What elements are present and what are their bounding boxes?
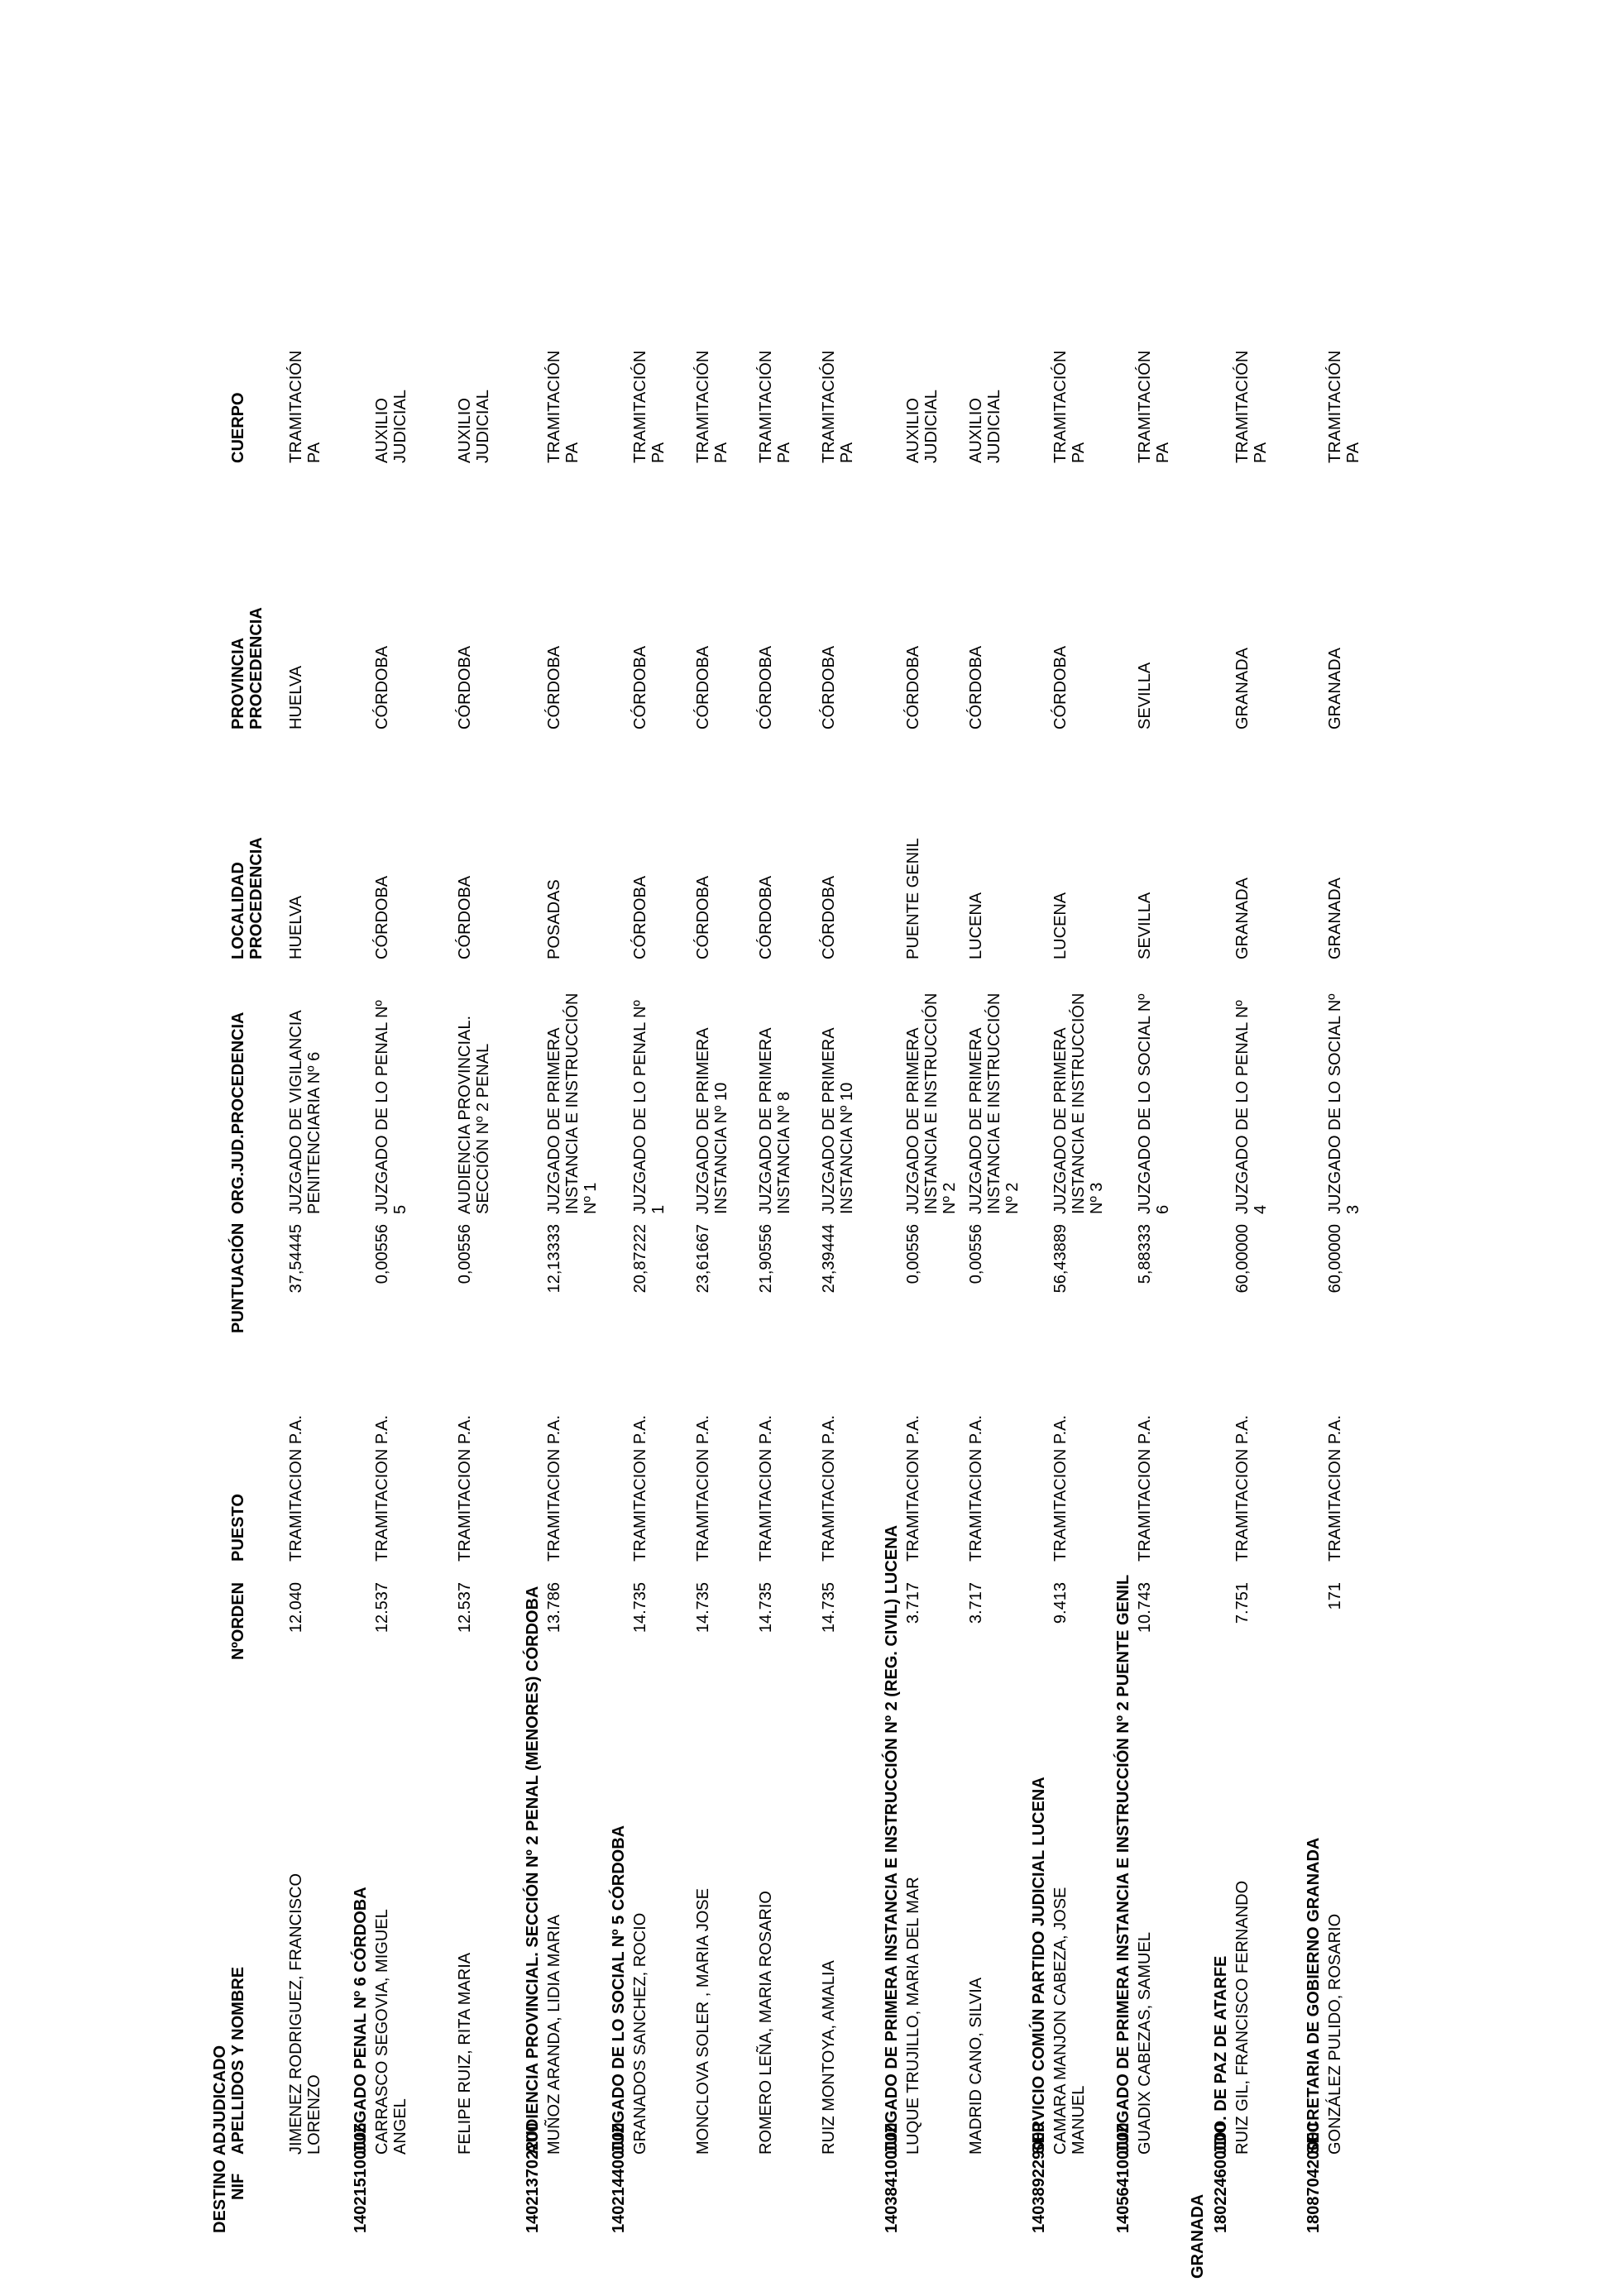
destino-title: SECRETARIA DE GOBIERNO GRANADA xyxy=(1305,1837,1323,2155)
localidad-procedencia: POSADAS xyxy=(545,879,563,959)
org-procedencia: JUZGADO DE PRIMERA INSTANCIA E INSTRUCCIÓN Nº 1 xyxy=(545,993,600,1214)
localidad-procedencia: GRANADA xyxy=(1326,878,1344,959)
provincia-procedencia: CÓRDOBA xyxy=(757,645,775,729)
puntuacion: 37,54445 xyxy=(287,1224,305,1294)
destino-title: JDO. DE PAZ DE ATARFE xyxy=(1212,1955,1230,2155)
person-name: GONZÁLEZ PULIDO, ROSARIO xyxy=(1326,1913,1344,2155)
table-row xyxy=(967,199,1025,2233)
localidad-procedencia: LUCENA xyxy=(967,892,985,959)
person-name: GUADIX CABEZAS, SAMUEL xyxy=(1136,1932,1154,2155)
cuerpo: TRAMITACIÓN PA xyxy=(1233,350,1270,463)
province-title: GRANADA xyxy=(1189,2193,1207,2279)
table-row xyxy=(1233,199,1291,2233)
destino-nif: 180870420000 xyxy=(1305,2122,1323,2233)
localidad-procedencia: SEVILLA xyxy=(1136,892,1154,959)
cuerpo: TRAMITACIÓN PA xyxy=(545,350,582,463)
person-name: RUIZ MONTOYA, AMALIA xyxy=(820,1960,838,2155)
cuerpo: TRAMITACIÓN PA xyxy=(287,350,323,463)
table-row xyxy=(757,199,815,2233)
person-name: MADRID CANO, SILVIA xyxy=(967,1977,985,2155)
header-org: ORG.JUD.PROCEDENCIA xyxy=(229,1012,247,1214)
header-nif: NIF xyxy=(229,2173,247,2200)
localidad-procedencia: HUELVA xyxy=(287,895,305,959)
destino-title: AUDIENCIA PROVINCIAL. SECCIÓN Nº 2 PENAL (MENORES) CÓRDOBA xyxy=(524,1586,542,2155)
org-procedencia: JUZGADO DE LO PENAL Nº 1 xyxy=(631,1000,668,1214)
destino-nif: 140389229000 xyxy=(1030,2122,1048,2233)
org-procedencia: AUDIENCIA PROVINCIAL. SECCIÓN Nº 2 PENAL xyxy=(456,1015,492,1214)
destino-title: JUZGADO DE PRIMERA INSTANCIA E INSTRUCCIÓN Nº 2 PUENTE GENIL xyxy=(1114,1574,1132,2155)
provincia-procedencia: HUELVA xyxy=(287,665,305,729)
orden-number: 3.717 xyxy=(967,1582,985,1624)
orden-number: 14.735 xyxy=(757,1582,775,1634)
cuerpo: TRAMITACIÓN PA xyxy=(820,350,856,463)
puesto: TRAMITACION P.A. xyxy=(694,1414,712,1562)
table-row xyxy=(694,199,752,2233)
orden-number: 14.735 xyxy=(694,1582,712,1634)
orden-number: 7.751 xyxy=(1233,1582,1252,1624)
provincia-procedencia: CÓRDOBA xyxy=(904,645,922,729)
provincia-procedencia: GRANADA xyxy=(1326,648,1344,729)
person-name: ROMERO LEÑA, MARIA ROSARIO xyxy=(757,1891,775,2155)
rotated-table-sheet xyxy=(211,199,1510,2279)
header-cuerpo: CUERPO xyxy=(229,392,247,463)
destino-nif: 140384100000 xyxy=(883,2122,901,2233)
provincia-procedencia: CÓRDOBA xyxy=(545,645,563,729)
table-row xyxy=(1326,199,1384,2233)
org-procedencia: JUZGADO DE PRIMERA INSTANCIA E INSTRUCCIÓN Nº 3 xyxy=(1051,993,1106,1214)
orden-number: 9.413 xyxy=(1051,1582,1070,1624)
header-puntuacion: PUNTUACIÓN xyxy=(229,1222,247,1333)
provincia-procedencia: CÓRDOBA xyxy=(694,645,712,729)
org-procedencia: JUZGADO DE PRIMERA INSTANCIA Nº 10 xyxy=(694,1027,730,1214)
provincia-procedencia: CÓRDOBA xyxy=(820,645,838,729)
org-procedencia: JUZGADO DE PRIMERA INSTANCIA E INSTRUCCIÓN Nº 2 xyxy=(904,993,959,1214)
puntuacion: 21,90556 xyxy=(757,1224,775,1294)
localidad-procedencia: CÓRDOBA xyxy=(373,875,391,959)
person-name: LUQUE TRUJILLO, MARIA DEL MAR xyxy=(904,1877,922,2155)
header-name: APELLIDOS Y NOMBRE xyxy=(229,1966,247,2155)
header-localidad: LOCALIDAD PROCEDENCIA xyxy=(229,837,266,959)
person-name: FELIPE RUIZ, RITA MARIA xyxy=(456,1952,474,2155)
table-row xyxy=(456,199,514,2233)
localidad-procedencia: CÓRDOBA xyxy=(631,875,649,959)
orden-number: 12.537 xyxy=(456,1582,474,1634)
table-row xyxy=(820,199,878,2233)
table-row xyxy=(287,199,345,2233)
table-row xyxy=(545,199,603,2233)
orden-number: 14.735 xyxy=(631,1582,649,1634)
cuerpo: TRAMITACIÓN PA xyxy=(1326,350,1362,463)
org-procedencia: JUZGADO DE PRIMERA INSTANCIA Nº 10 xyxy=(820,1027,856,1214)
provincia-procedencia: GRANADA xyxy=(1233,648,1252,729)
destino-title: JUZGADO PENAL Nº 6 CÓRDOBA xyxy=(352,1887,370,2155)
header-orden: NºORDEN xyxy=(229,1582,247,1660)
org-procedencia: JUZGADO DE LO PENAL Nº 4 xyxy=(1233,1000,1270,1214)
destino-title: SERVICIO COMÚN PARTIDO JUDICIAL LUCENA xyxy=(1030,1777,1048,2155)
provincia-procedencia: CÓRDOBA xyxy=(1051,645,1070,729)
localidad-procedencia: CÓRDOBA xyxy=(456,875,474,959)
header-puesto: PUESTO xyxy=(229,1494,247,1562)
table-row xyxy=(373,199,431,2233)
orden-number: 3.717 xyxy=(904,1582,922,1624)
localidad-procedencia: PUENTE GENIL xyxy=(904,838,922,959)
table-row xyxy=(631,199,689,2233)
puntuacion: 0,00556 xyxy=(456,1224,474,1284)
localidad-procedencia: LUCENA xyxy=(1051,892,1070,959)
localidad-procedencia: CÓRDOBA xyxy=(820,875,838,959)
puesto: TRAMITACION P.A. xyxy=(373,1414,391,1562)
orden-number: 13.786 xyxy=(545,1582,563,1634)
org-procedencia: JUZGADO DE LO SOCIAL Nº 6 xyxy=(1136,993,1172,1214)
puesto: TRAMITACION P.A. xyxy=(287,1414,305,1562)
puesto: TRAMITACION P.A. xyxy=(967,1414,985,1562)
cuerpo: TRAMITACIÓN PA xyxy=(1051,350,1088,463)
orden-number: 12.537 xyxy=(373,1582,391,1634)
destino-nif: 180224600000 xyxy=(1212,2122,1230,2233)
puntuacion: 12,13333 xyxy=(545,1224,563,1294)
table-header xyxy=(211,199,277,2233)
puesto: TRAMITACION P.A. xyxy=(545,1414,563,1562)
puesto: TRAMITACION P.A. xyxy=(1233,1414,1252,1562)
person-name: MONCLOVA SOLER , MARIA JOSE xyxy=(694,1888,712,2155)
puntuacion: 0,00556 xyxy=(904,1224,922,1284)
puesto: TRAMITACION P.A. xyxy=(904,1414,922,1562)
orden-number: 12.040 xyxy=(287,1582,305,1634)
puesto: TRAMITACION P.A. xyxy=(1326,1414,1344,1562)
puntuacion: 60,00000 xyxy=(1233,1224,1252,1294)
org-procedencia: JUZGADO DE PRIMERA INSTANCIA E INSTRUCCIÓN Nº 2 xyxy=(967,993,1022,1214)
destino-title: JUZGADO DE LO SOCIAL Nº 5 CÓRDOBA xyxy=(610,1825,628,2155)
orden-number: 14.735 xyxy=(820,1582,838,1634)
provincia-procedencia: CÓRDOBA xyxy=(373,645,391,729)
puntuacion: 0,00556 xyxy=(967,1224,985,1284)
puesto: TRAMITACION P.A. xyxy=(820,1414,838,1562)
puntuacion: 56,43889 xyxy=(1051,1224,1070,1294)
org-procedencia: JUZGADO DE VIGILANCIA PENITENCIARIA Nº 6 xyxy=(287,1010,323,1214)
cuerpo: AUXILIO JUDICIAL xyxy=(456,390,492,463)
puesto: TRAMITACION P.A. xyxy=(757,1414,775,1562)
cuerpo: TRAMITACIÓN PA xyxy=(631,350,668,463)
person-name: GRANADOS SANCHEZ, ROCIO xyxy=(631,1912,649,2155)
puesto: TRAMITACION P.A. xyxy=(1051,1414,1070,1562)
puesto: TRAMITACION P.A. xyxy=(631,1414,649,1562)
orden-number: 10.743 xyxy=(1136,1582,1154,1634)
provincia-procedencia: CÓRDOBA xyxy=(967,645,985,729)
cuerpo: TRAMITACIÓN PA xyxy=(757,350,793,463)
localidad-procedencia: CÓRDOBA xyxy=(694,875,712,959)
cuerpo: TRAMITACIÓN PA xyxy=(694,350,730,463)
destino-nif: 140213702200 xyxy=(524,2122,542,2233)
org-procedencia: JUZGADO DE LO PENAL Nº 5 xyxy=(373,1000,409,1214)
destino-nif: 140214400000 xyxy=(610,2122,628,2233)
puntuacion: 24,39444 xyxy=(820,1224,838,1294)
cuerpo: AUXILIO JUDICIAL xyxy=(373,390,409,463)
provincia-procedencia: CÓRDOBA xyxy=(631,645,649,729)
destino-nif: 140215100006 xyxy=(352,2122,370,2233)
puesto: TRAMITACION P.A. xyxy=(1136,1414,1154,1562)
puntuacion: 60,00000 xyxy=(1326,1224,1344,1294)
person-name: JIMENEZ RODRIGUEZ, FRANCISCO LORENZO xyxy=(287,1873,323,2155)
person-name: CAMARA MANJON CABEZA, JOSE MANUEL xyxy=(1051,1887,1088,2155)
table-row xyxy=(904,199,962,2233)
provincia-procedencia: SEVILLA xyxy=(1136,662,1154,729)
puntuacion: 5,88333 xyxy=(1136,1224,1154,1284)
person-name: MUÑOZ ARANDA, LIDIA MARIA xyxy=(545,1914,563,2155)
puntuacion: 0,00556 xyxy=(373,1224,391,1284)
orden-number: 171 xyxy=(1326,1582,1344,1610)
table-row xyxy=(1051,199,1109,2233)
person-name: RUIZ GIL, FRANCISCO FERNANDO xyxy=(1233,1880,1252,2155)
org-procedencia: JUZGADO DE LO SOCIAL Nº 3 xyxy=(1326,993,1362,1214)
cuerpo: TRAMITACIÓN PA xyxy=(1136,350,1172,463)
puntuacion: 20,87222 xyxy=(631,1224,649,1294)
puesto: TRAMITACION P.A. xyxy=(456,1414,474,1562)
header-destino: DESTINO ADJUDICADO xyxy=(211,2045,229,2233)
header-provincia: PROVINCIA PROCEDENCIA xyxy=(229,607,266,729)
cuerpo: AUXILIO JUDICIAL xyxy=(904,390,941,463)
person-name: CARRASCO SEGOVIA, MIGUEL ANGEL xyxy=(373,1910,409,2155)
destino-title: JUZGADO DE PRIMERA INSTANCIA E INSTRUCCIÓN Nº 2 (REG. CIVIL) LUCENA xyxy=(883,1524,901,2155)
provincia-procedencia: CÓRDOBA xyxy=(456,645,474,729)
localidad-procedencia: CÓRDOBA xyxy=(757,875,775,959)
cuerpo: AUXILIO JUDICIAL xyxy=(967,390,1003,463)
puntuacion: 23,61667 xyxy=(694,1224,712,1294)
org-procedencia: JUZGADO DE PRIMERA INSTANCIA Nº 8 xyxy=(757,1027,793,1214)
destino-nif: 140564100000 xyxy=(1114,2122,1132,2233)
table-row xyxy=(1136,199,1194,2233)
localidad-procedencia: GRANADA xyxy=(1233,878,1252,959)
